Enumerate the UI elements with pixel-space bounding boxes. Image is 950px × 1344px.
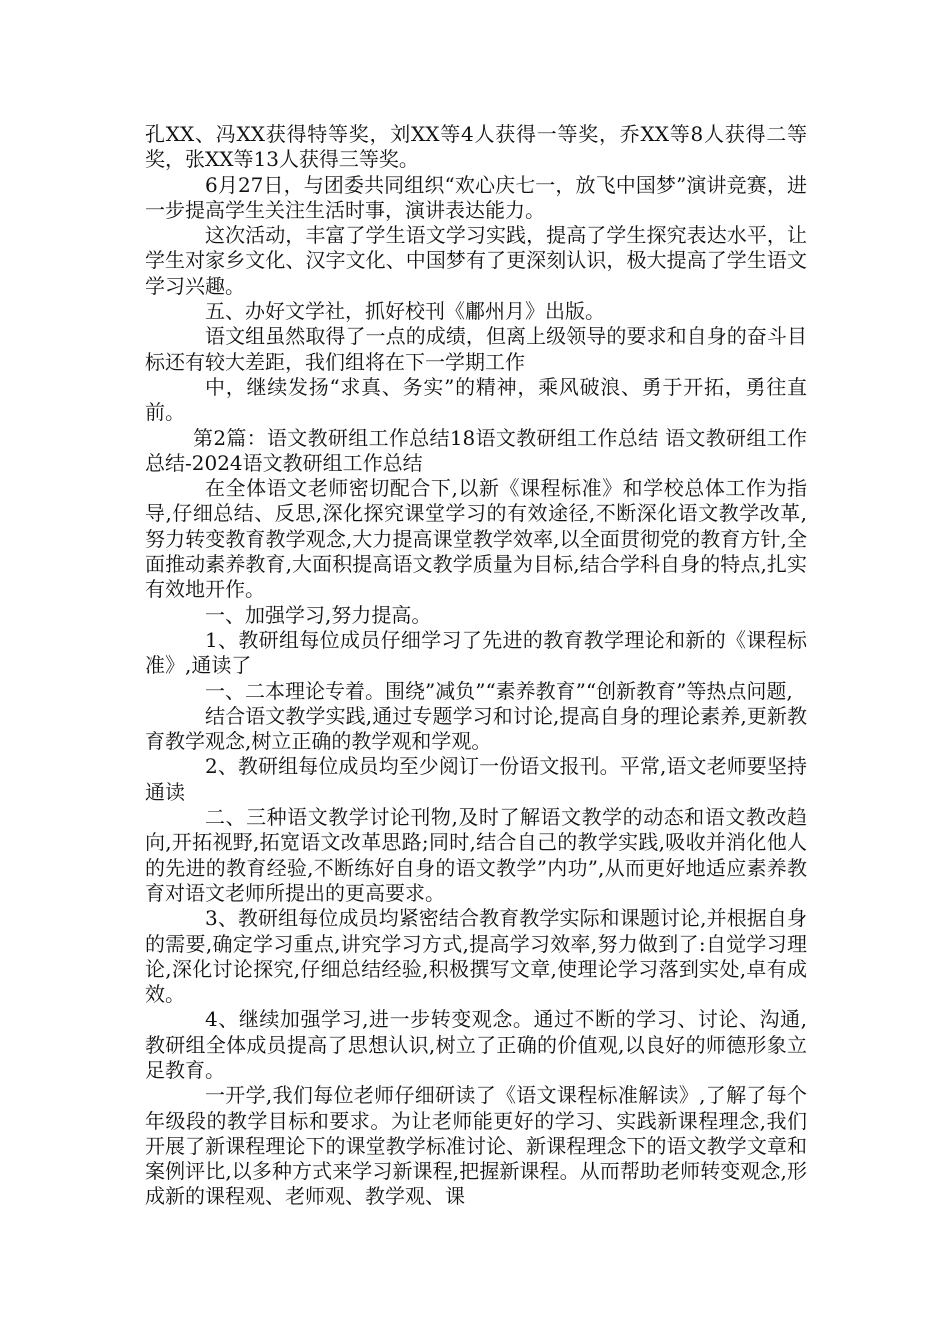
- paragraph: 一开学,我们每位老师仔细研读了《语文课程标准解读》,了解了每个年级段的教学目标和要求。为让老师能更好的学习、实践新课程理念,我们开展了新课程理论下的课堂教学标准讨论、新课程理念下的语文教学文章和案例评比,以多种方式来学习新课程,把握新课程。从而帮助老师转变观念,形成新的课程观、老师观、教学观、课: [145, 1083, 807, 1209]
- paragraph: 这次活动，丰富了学生语文学习实践，提高了学生探究表达水平，让学生对家乡文化、汉字文化、中国梦有了更深刻认识，极大提高了学生语文学习兴趣。: [145, 223, 807, 298]
- section-heading: 第2篇：语文教研组工作总结18语文教研组工作总结 语文教研组工作总结-2024语文教研组工作总结: [145, 425, 807, 475]
- paragraph: 1、教研组每位成员仔细学习了先进的教育教学理论和新的《课程标准》,通读了: [145, 627, 807, 678]
- paragraph: 语文组虽然取得了一点的成绩，但离上级领导的要求和自身的奋斗目标还有较大差距，我们组将在下一学期工作: [145, 324, 807, 374]
- paragraph: 五、办好文学社，抓好校刊《鄘州月》出版。: [205, 299, 605, 324]
- paragraph: 在全体语文老师密切配合下,以新《课程标准》和学校总体工作为指导,仔细总结、反思,深化探究课堂学习的有效途径,不断深化语文教学改革,努力转变教育教学观念,大力提高课堂教学效率,以全面贯彻党的教育方针,全面推动素养教育,大面积提高语文教学质量为目标,结合学科自身的特点,扎实有效地开作。: [145, 476, 807, 602]
- paragraph: 结合语文教学实践,通过专题学习和讨论,提高自身的理论素养,更新教育教学观念,树立正确的教学观和学观。: [145, 703, 807, 754]
- paragraph: 二、三种语文教学讨论刊物,及时了解语文教学的动态和语文教改趋向,开拓视野,拓宽语文改革思路;同时,结合自己的教学实践,吸收并消化他人的先进的教育经验,不断练好自身的语文教学”内功”,从而更好地适应素养教育对语文老师所提出的更高要求。: [145, 805, 807, 905]
- document-body: [145, 122, 807, 1210]
- paragraph: 6月27日，与团委共同组织“欢心庆七一，放飞中国梦”演讲竞赛，进一步提高学生关注生活时事，演讲表达能力。: [145, 172, 807, 222]
- paragraph: 中，继续发扬“求真、务实”的精神，乘风破浪、勇于开拓，勇往直前。: [145, 374, 807, 425]
- paragraph: 2、教研组每位成员均至少阅订一份语文报刊。平常,语文老师要坚持通读: [145, 754, 807, 804]
- paragraph: 孔XX、冯XX获得特等奖，刘XX等4人获得一等奖，乔XX等8人获得二等奖，张XX等13人获得三等奖。: [145, 122, 807, 172]
- paragraph: 4、继续加强学习,进一步转变观念。通过不断的学习、讨论、沟通,教研组全体成员提高了思想认识,树立了正确的价值观,以良好的师德形象立足教育。: [145, 1007, 807, 1082]
- paragraph: 一、二本理论专着。围绕”减负”“素养教育”“创新教育”等热点问题,: [205, 678, 793, 703]
- paragraph: 一、加强学习,努力提高。: [205, 602, 432, 627]
- paragraph: 3、教研组每位成员均紧密结合教育教学实际和课题讨论,并根据自身的需要,确定学习重点,讲究学习方式,提高学习效率,努力做到了:自觉学习理论,深化讨论探究,仔细总结经验,积极撰写文章,使理论学习落到实处,卓有成效。: [145, 906, 807, 1007]
